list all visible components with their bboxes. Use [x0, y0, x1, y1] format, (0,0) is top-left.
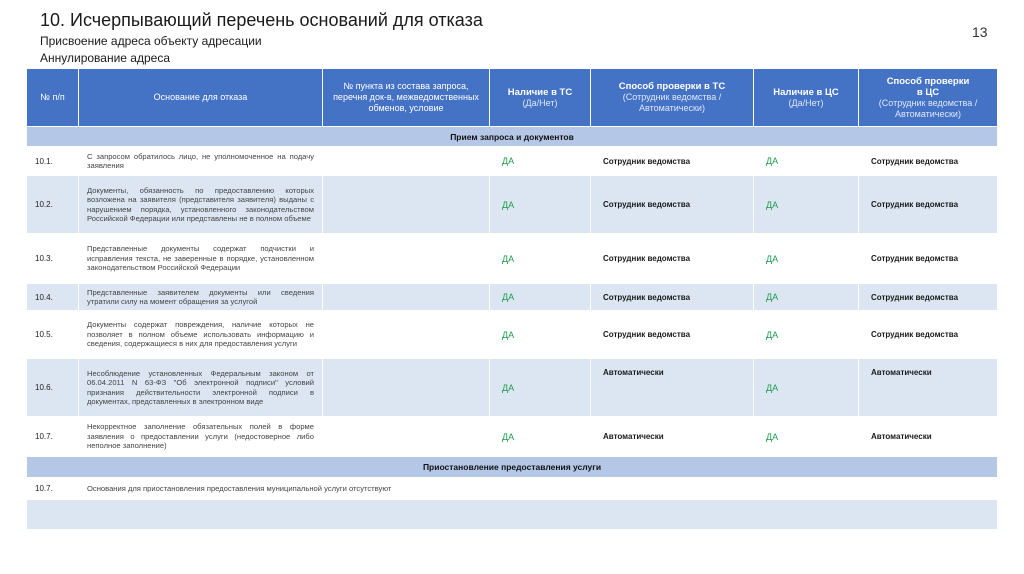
row-point	[323, 417, 490, 457]
ts-method-title: Способ проверки в ТС	[618, 81, 726, 92]
row-num: 10.3.	[27, 234, 79, 284]
ts-subtitle: (Да/Нет)	[522, 97, 558, 108]
row-num: 10.1.	[27, 147, 79, 176]
row-num: 10.7.	[27, 417, 79, 457]
row-ts-method: Автоматически	[591, 359, 754, 417]
section-row-suspension	[27, 457, 998, 478]
row-cs-method: Сотрудник ведомства	[859, 311, 998, 359]
subtitle-cancellation: Аннулирование адреса	[40, 51, 170, 65]
subtitle-assignment: Присвоение адреса объекту адресации	[40, 34, 262, 48]
col-header-ts-method	[591, 69, 754, 127]
cs-title: Наличие в ЦС	[773, 86, 839, 98]
row-point	[323, 284, 490, 311]
section-title-intake: Прием запроса и документов	[27, 127, 998, 147]
row-ts: ДА	[490, 417, 591, 457]
row-cs-method: Сотрудник ведомства	[859, 147, 998, 176]
row-cs: ДА	[754, 311, 859, 359]
col-header-ts	[490, 69, 591, 127]
row-reason: Представленные заявителем документы или сведения утратили силу на момент обращения за услугой	[79, 284, 323, 311]
table-row	[27, 284, 998, 311]
row-ts-method: Автоматически	[591, 417, 754, 457]
row-point	[323, 147, 490, 176]
table-row	[27, 417, 998, 457]
row-reason: Основания для приостановления предоставления муниципальной услуги отсутствуют	[79, 478, 998, 500]
row-reason: Документы, обязанность по предоставлению которых возложена на заявителя (представителя заявителя) выданы с нарушением порядка, установленного законодательством Российской Федерации или представлены не в полном объеме	[79, 176, 323, 234]
row-cs: ДА	[754, 147, 859, 176]
cs-method-title-1: Способ проверки	[886, 75, 970, 87]
section-title-suspension: Приостановление предоставления услуги	[27, 457, 998, 478]
ts-method-subtitle: (Сотрудник ведомства / Автоматически)	[622, 92, 722, 113]
row-reason: Представленные документы содержат подчистки и исправления текста, не заверенные в порядке, установленном законодательством Российской Федерации	[79, 234, 323, 284]
row-reason: Несоблюдение установленных Федеральным законом от 06.04.2011 N 63-ФЗ "Об электронной подписи" условий признания действительности электронной подписи в документах, представленных в электронном виде	[79, 359, 323, 417]
row-reason: Некорректное заполнение обязательных полей в форме заявления о предоставлении услуги (недостоверное либо неполное заполнение)	[79, 417, 323, 457]
cs-method-title-2: в ЦС	[916, 86, 940, 98]
suspension-row	[27, 478, 998, 500]
table-row	[27, 147, 998, 176]
row-cs-method: Сотрудник ведомства	[859, 176, 998, 234]
table-row	[27, 311, 998, 359]
page-title: 10. Исчерпывающий перечень оснований для отказа	[40, 10, 483, 30]
row-cs-method: Автоматически	[859, 417, 998, 457]
row-ts-method: Сотрудник ведомства	[591, 284, 754, 311]
page-number: 13	[972, 24, 988, 40]
table-row	[27, 176, 998, 234]
row-reason: Документы содержат повреждения, наличие которых не позволяет в полном объеме использовать информацию и сведения, содержащиеся в них для предоставления услуги	[79, 311, 323, 359]
cs-subtitle: (Да/Нет)	[788, 97, 824, 108]
row-ts-method: Сотрудник ведомства	[591, 234, 754, 284]
row-cs-method: Сотрудник ведомства	[859, 284, 998, 311]
col-header-point: № пункта из состава запроса, перечня док-в, межведомственных обменов, условие	[323, 69, 490, 127]
ts-title: Наличие в ТС	[507, 86, 573, 98]
row-ts: ДА	[490, 284, 591, 311]
row-ts: ДА	[490, 147, 591, 176]
row-num: 10.5.	[27, 311, 79, 359]
row-cs: ДА	[754, 417, 859, 457]
col-header-num: № п/п	[27, 69, 79, 127]
row-ts: ДА	[490, 234, 591, 284]
table-row	[27, 359, 998, 417]
row-num: 10.6.	[27, 359, 79, 417]
row-point	[323, 359, 490, 417]
empty-cell	[27, 500, 998, 530]
col-header-reason: Основание для отказа	[79, 69, 323, 127]
row-ts: ДА	[490, 176, 591, 234]
row-cs: ДА	[754, 234, 859, 284]
row-cs-method: Сотрудник ведомства	[859, 234, 998, 284]
section-row-intake	[27, 127, 998, 147]
row-reason: С запросом обратилось лицо, не уполномоченное на подачу заявления	[79, 147, 323, 176]
row-ts: ДА	[490, 359, 591, 417]
row-ts-method: Сотрудник ведомства	[591, 147, 754, 176]
row-cs: ДА	[754, 284, 859, 311]
empty-row	[27, 500, 998, 530]
cs-method-subtitle: (Сотрудник ведомства / Автоматически)	[878, 97, 978, 119]
row-ts-method: Сотрудник ведомства	[591, 311, 754, 359]
row-num: 10.7.	[27, 478, 79, 500]
col-header-cs	[754, 69, 859, 127]
row-cs-method: Автоматически	[859, 359, 998, 417]
row-point	[323, 311, 490, 359]
row-point	[323, 234, 490, 284]
col-header-cs-method	[859, 69, 998, 127]
row-num: 10.4.	[27, 284, 79, 311]
refusal-grounds-table	[26, 68, 998, 530]
row-cs: ДА	[754, 176, 859, 234]
row-point	[323, 176, 490, 234]
table-header-row	[27, 69, 998, 127]
row-ts: ДА	[490, 311, 591, 359]
table-row	[27, 234, 998, 284]
row-ts-method: Сотрудник ведомства	[591, 176, 754, 234]
row-num: 10.2.	[27, 176, 79, 234]
row-cs: ДА	[754, 359, 859, 417]
